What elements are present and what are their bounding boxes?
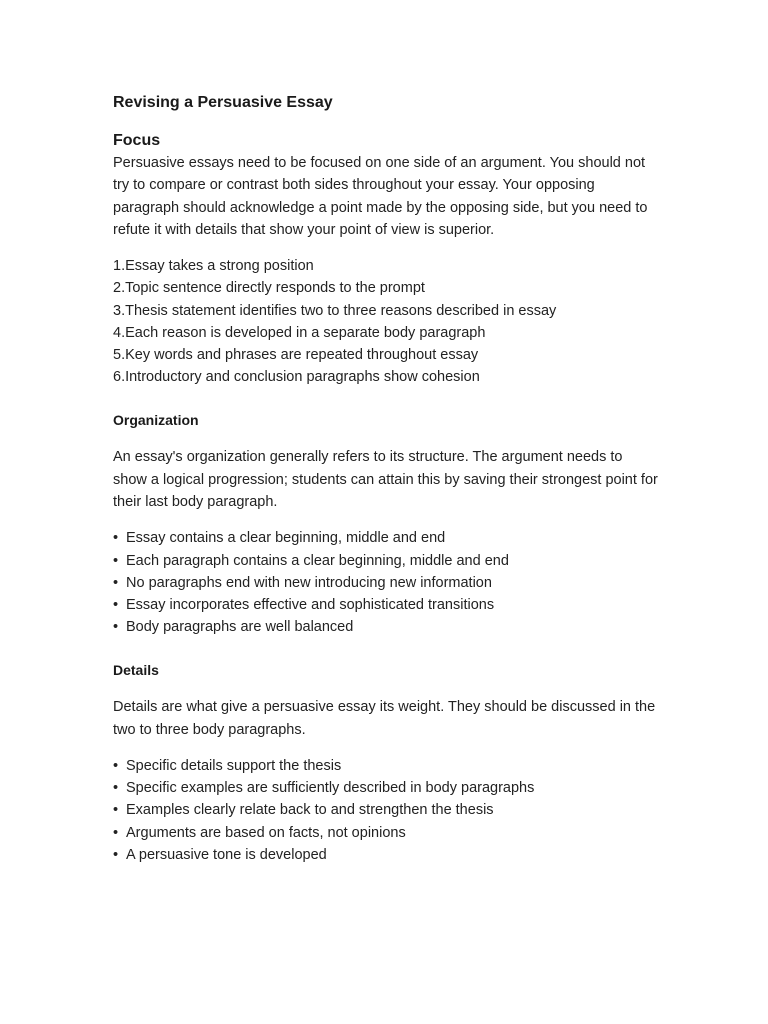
list-item: 2.Topic sentence directly responds to the prompt xyxy=(113,280,425,297)
bullet-icon: • xyxy=(113,596,119,613)
bullet-icon: • xyxy=(113,780,119,797)
list-item: • Body paragraphs are well balanced xyxy=(113,616,668,638)
list-item: 4.Each reason is developed in a separate body paragraph xyxy=(113,324,486,341)
bullet-icon: • xyxy=(113,530,119,547)
bullet-icon: • xyxy=(113,552,119,569)
document-title: Revising a Persuasive Essay xyxy=(113,94,333,111)
details-heading: Details xyxy=(113,662,159,679)
bullet-icon: • xyxy=(113,846,119,863)
list-item: 1.Essay takes a strong position xyxy=(113,258,314,275)
organization-bullet-list xyxy=(113,527,668,638)
list-item: 6.Introductory and conclusion paragraphs show cohesion xyxy=(113,369,480,386)
bullet-icon: • xyxy=(113,757,119,774)
list-item: • No paragraphs end with new introducing new information xyxy=(113,572,668,594)
bullet-icon: • xyxy=(113,802,119,819)
list-item: • Arguments are based on facts, not opinions xyxy=(113,822,668,844)
focus-paragraph: Persuasive essays need to be focused on one side of an argument. You should not try to compare or contrast both sides throughout your essay. Your opposing paragraph should acknowledge a point made by the opposing side, but you need to refute it with details that show your point of view is superior. xyxy=(113,155,648,238)
list-item: • Essay incorporates effective and sophisticated transitions xyxy=(113,594,668,616)
list-item: • A persuasive tone is developed xyxy=(113,844,668,866)
list-item: • Examples clearly relate back to and strengthen the thesis xyxy=(113,799,668,821)
list-item: • Essay contains a clear beginning, middle and end xyxy=(113,527,668,549)
organization-heading: Organization xyxy=(113,412,199,429)
bullet-icon: • xyxy=(113,824,119,841)
focus-numbered-list xyxy=(113,255,668,388)
bullet-icon: • xyxy=(113,619,119,636)
list-item: • Specific details support the thesis xyxy=(113,755,668,777)
list-item: • Specific examples are sufficiently described in body paragraphs xyxy=(113,777,668,799)
bullet-icon: • xyxy=(113,574,119,591)
list-item: • Each paragraph contains a clear beginning, middle and end xyxy=(113,550,668,572)
details-bullet-list xyxy=(113,755,668,866)
list-item: 3.Thesis statement identifies two to three reasons described in essay xyxy=(113,302,557,319)
focus-heading: Focus xyxy=(113,132,161,149)
organization-paragraph: An essay's organization generally refers to its structure. The argument needs to show a logical progression; students can attain this by saving their strongest point for their last body paragraph. xyxy=(113,449,658,510)
list-item: 5.Key words and phrases are repeated throughout essay xyxy=(113,347,479,363)
details-paragraph: Details are what give a persuasive essay its weight. They should be discussed in the two to three body paragraphs. xyxy=(113,699,656,738)
